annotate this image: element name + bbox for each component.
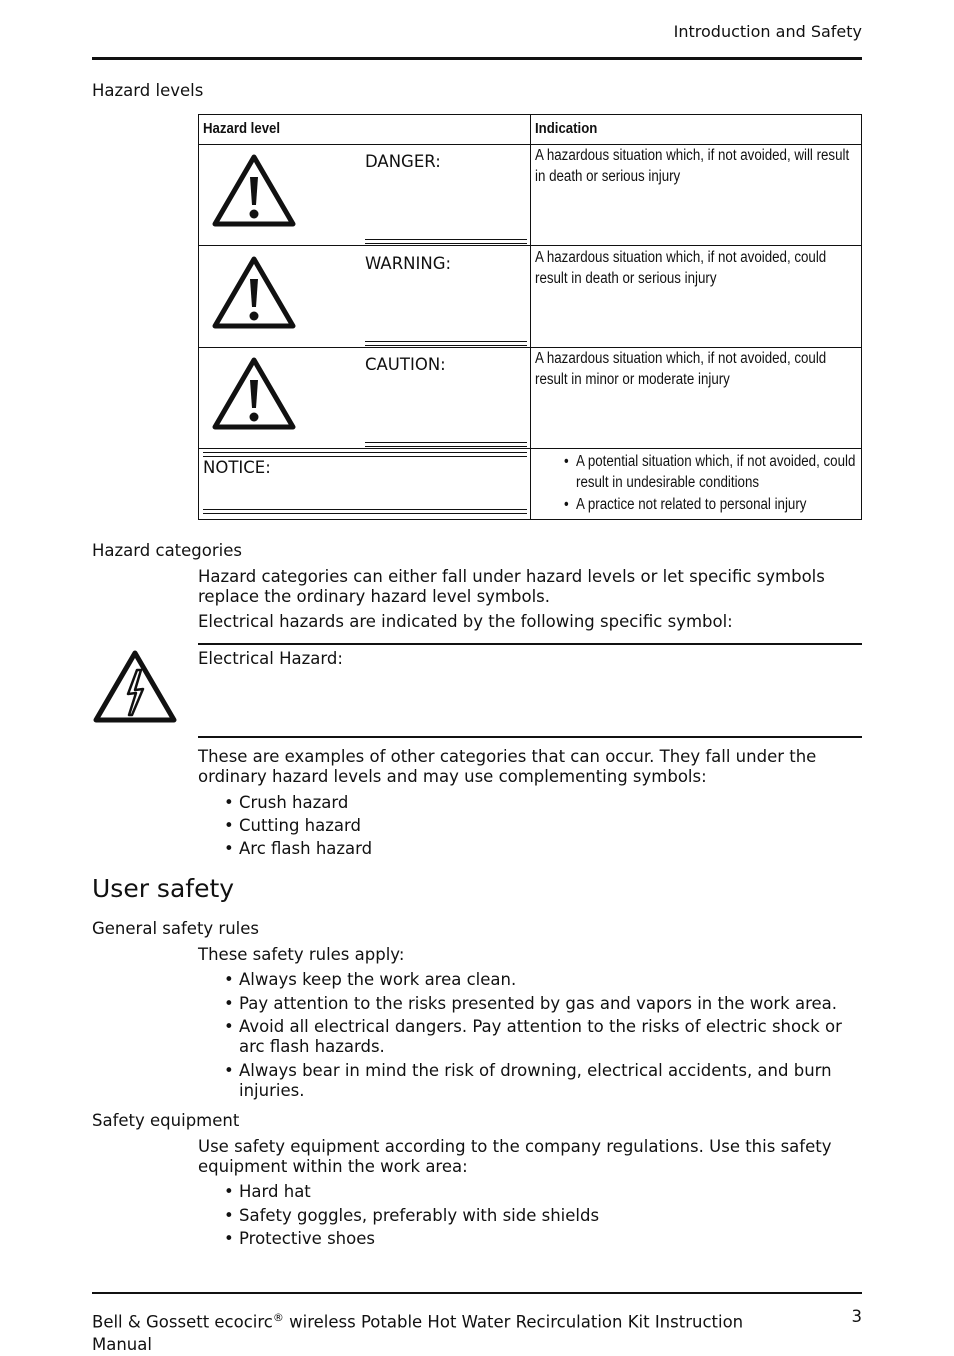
electrical-intro-para: Electrical hazards are indicated by the following specific symbol: <box>198 612 733 631</box>
page-title: User safety <box>92 874 235 903</box>
hazard-levels-heading: Hazard levels <box>92 81 204 100</box>
list-item: • A practice not related to personal injury <box>576 494 860 515</box>
electrical-hazard-icon <box>92 649 178 725</box>
electrical-hazard-label: Electrical Hazard: <box>198 649 343 668</box>
hazard-levels-table <box>198 114 862 520</box>
list-item: • Always keep the work area clean. <box>239 970 859 990</box>
danger-warning-triangle-icon <box>211 153 297 229</box>
list-item: • Protective shoes <box>239 1229 859 1249</box>
safety-equipment-heading: Safety equipment <box>92 1111 240 1130</box>
danger-indication: A hazardous situation which, if not avoided, will result in death or serious injury <box>535 147 850 185</box>
list-item: • Avoid all electrical dangers. Pay attention to the risks of electric shock or arc flash hazards. <box>239 1017 859 1057</box>
list-item: • Arc flash hazard <box>239 839 859 859</box>
list-item: • Crush hazard <box>239 793 859 813</box>
divider <box>198 736 862 738</box>
safety-equipment-intro: Use safety equipment according to the company regulations. Use this safety equipment within the work area: <box>198 1137 832 1176</box>
other-categories-para: These are examples of other categories that can occur. They fall under the ordinary hazard levels and may use complementing symbols: <box>198 747 817 786</box>
caution-label: CAUTION: <box>365 355 446 374</box>
notice-label: NOTICE: <box>203 458 271 477</box>
col-header-hazard-level: Hazard level <box>203 120 281 137</box>
col-header-indication: Indication <box>535 120 598 137</box>
warning-triangle-icon <box>211 255 297 331</box>
list-item: • Cutting hazard <box>239 816 859 836</box>
caution-triangle-icon <box>211 356 297 432</box>
running-header: Introduction and Safety <box>673 22 862 41</box>
list-item: • Pay attention to the risks presented by gas and vapors in the work area. <box>239 994 859 1014</box>
general-safety-intro: These safety rules apply: <box>198 945 405 964</box>
list-item: • Safety goggles, preferably with side shields <box>239 1206 859 1226</box>
list-item: • A potential situation which, if not avoided, could result in undesirable conditions <box>576 451 860 493</box>
page-number: 3 <box>851 1307 862 1326</box>
warning-label: WARNING: <box>365 254 452 273</box>
hazard-categories-heading: Hazard categories <box>92 541 242 560</box>
footer-document-title: Bell & Gossett ecocirc® wireless Potable Hot Water Recirculation Kit Instruction Manual <box>92 1311 744 1354</box>
danger-label: DANGER: <box>365 152 441 171</box>
divider <box>198 643 862 645</box>
list-item: • Always bear in mind the risk of drowning, electrical accidents, and burn injuries. <box>239 1061 859 1101</box>
caution-indication: A hazardous situation which, if not avoided, could result in minor or moderate injury <box>535 350 827 388</box>
warning-indication: A hazardous situation which, if not avoided, could result in death or serious injury <box>535 249 827 287</box>
header-rule <box>92 57 862 60</box>
footer-rule <box>92 1292 862 1294</box>
list-item: • Hard hat <box>239 1182 859 1202</box>
general-safety-heading: General safety rules <box>92 919 259 938</box>
hazard-categories-para: Hazard categories can either fall under hazard levels or let specific symbols replace the ordinary hazard level symbols. <box>198 567 825 606</box>
